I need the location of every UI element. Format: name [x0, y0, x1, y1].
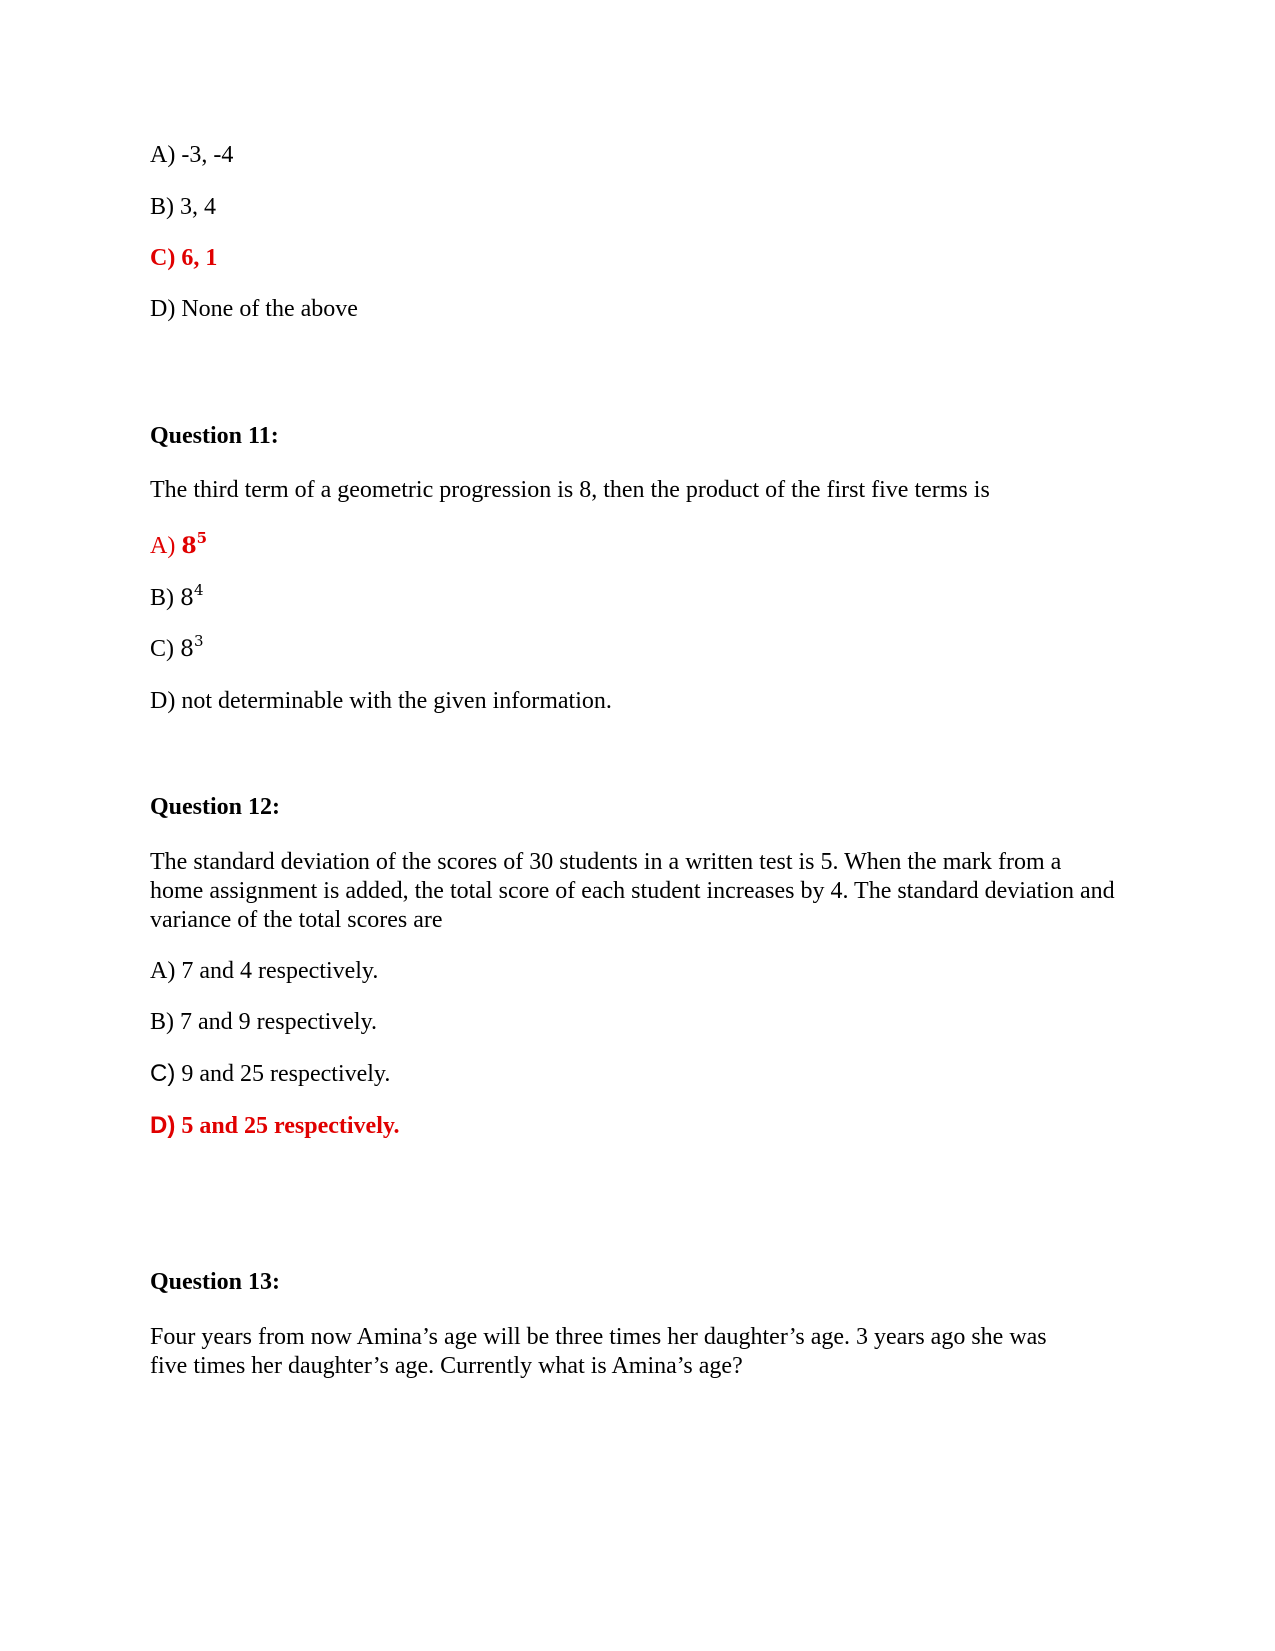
option-letter: C): [150, 1060, 176, 1087]
option-letter: B): [150, 1009, 174, 1035]
question-11-heading: Question 11:: [150, 423, 279, 449]
math-base: 8: [180, 586, 194, 611]
question-11-prompt: The third term of a geometric progression is 8, then the product of the first five terms is: [150, 477, 990, 503]
question-12-heading: Question 12:: [150, 794, 281, 820]
math-base: 8: [181, 533, 197, 559]
option-math: [180, 631, 204, 662]
option-letter: C): [150, 245, 176, 271]
option-a: [150, 141, 233, 170]
q11-option-a-correct: [150, 528, 208, 561]
q12-option-d-correct: [150, 1111, 400, 1141]
q12-option-a: [150, 957, 378, 986]
math-base: 8: [180, 637, 194, 662]
q12-option-b: [150, 1008, 377, 1037]
q12-option-c: [150, 1059, 390, 1089]
option-letter: C): [150, 636, 174, 662]
option-letter: D): [150, 1112, 176, 1139]
option-b: [150, 193, 216, 222]
option-text: 5 and 25 respectively.: [181, 1113, 400, 1139]
option-letter: D): [150, 296, 176, 322]
option-text: not determinable with the given information.: [181, 688, 612, 714]
option-letter: A): [150, 533, 176, 559]
math-exponent: 5: [196, 528, 208, 547]
option-text: 7 and 9 respectively.: [180, 1009, 378, 1035]
question-12-prompt: The standard deviation of the scores of 30 students in a written test is 5. When the mark from a home assignment is added, the total score of each student increases by 4. The standard deviation and variance of the total scores are: [150, 849, 1115, 933]
option-letter: A): [150, 958, 176, 984]
option-letter: D): [150, 688, 176, 714]
option-text: 3, 4: [180, 194, 216, 220]
q11-option-c: [150, 631, 204, 664]
option-letter: B): [150, 194, 174, 220]
option-text: None of the above: [181, 296, 358, 322]
math-exponent: 4: [194, 580, 204, 599]
option-letter: A): [150, 142, 176, 168]
question-13-prompt: Four years from now Amina’s age will be three times her daughter’s age. 3 years ago she was five times her daughter’s age. Currently what is Amina’s age?: [150, 1324, 1047, 1379]
option-d: [150, 295, 358, 324]
option-letter: B): [150, 585, 174, 611]
question-13-heading: Question 13:: [150, 1269, 281, 1295]
option-text: -3, -4: [181, 142, 234, 168]
q11-option-d: [150, 687, 612, 716]
q11-option-b: [150, 580, 204, 613]
option-text: 9 and 25 respectively.: [181, 1061, 391, 1087]
option-math: [181, 528, 208, 559]
option-math: [180, 580, 204, 611]
option-c-correct: [150, 244, 217, 273]
option-text: 7 and 4 respectively.: [181, 958, 379, 984]
math-exponent: 3: [194, 631, 204, 650]
option-text: 6, 1: [181, 245, 218, 271]
